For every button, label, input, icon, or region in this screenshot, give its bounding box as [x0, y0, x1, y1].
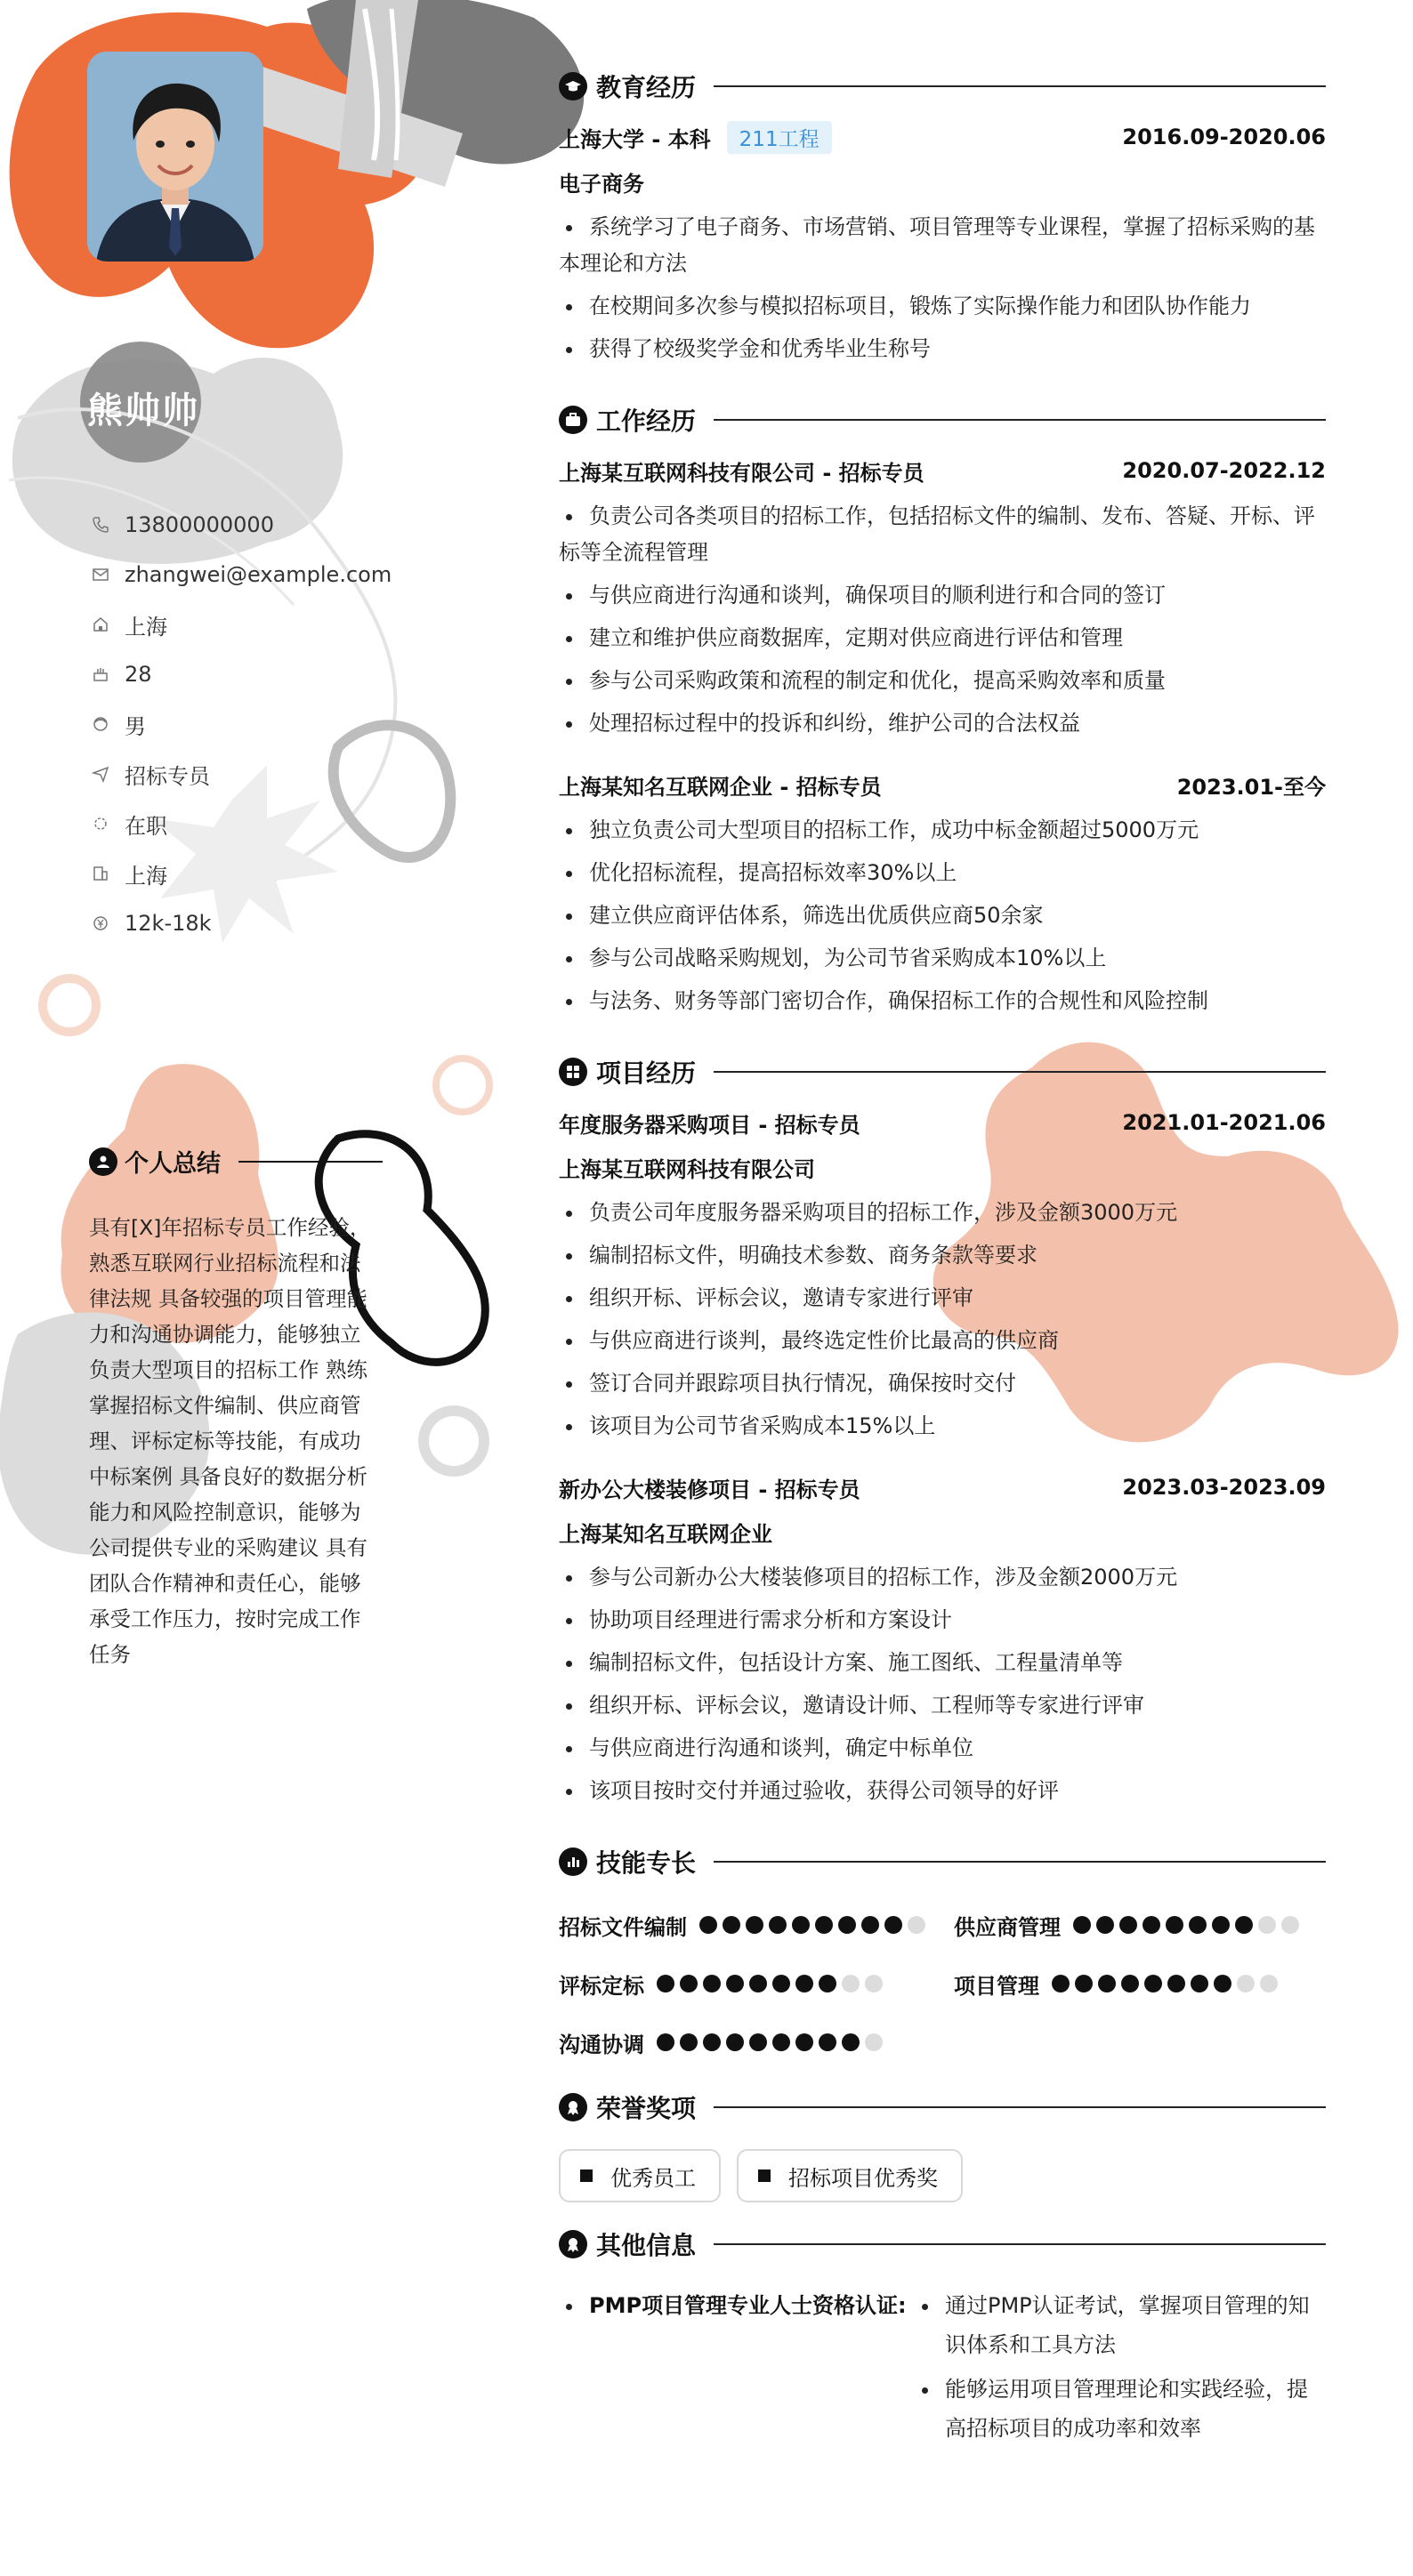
skills-header: [559, 1836, 1326, 1888]
projects-divider: [714, 1071, 1326, 1073]
education-divider: [714, 85, 1326, 87]
skill-item: [954, 1959, 1326, 2008]
skill-item: [559, 1900, 954, 1950]
rating-dot-empty: [1260, 1975, 1278, 1992]
rating-dot-filled: [726, 1975, 744, 1992]
rating-dot-filled: [795, 2033, 813, 2051]
contact-city-value: 上海: [125, 863, 167, 889]
rating-dot-filled: [680, 1975, 698, 1992]
list-item: 获得了校级奖学金和优秀毕业生称号: [559, 328, 1326, 371]
skills-title: 技能专长: [596, 1848, 697, 1878]
award-icon: [559, 2093, 587, 2121]
skill-name: 评标定标: [559, 1973, 644, 1999]
honor-badge: [559, 2149, 721, 2202]
user-icon: [89, 1147, 117, 1176]
education-major: 电子商务: [559, 172, 644, 197]
contact-location: [89, 600, 392, 649]
contact-position-value: 招标专员: [125, 763, 210, 789]
rating-dot-filled: [1075, 1975, 1093, 1992]
list-item: 通过PMP认证考试，掌握项目管理的知识体系和工具方法: [915, 2286, 1320, 2364]
graduation-cap-icon: [559, 72, 587, 101]
summary-divider: [238, 1161, 383, 1163]
honors-list: [559, 2149, 1326, 2202]
rating-dot-filled: [819, 1975, 836, 1992]
building-icon: [89, 862, 112, 885]
list-item: 独立负责公司大型项目的招标工作，成功中标金额超过5000万元: [559, 809, 1326, 852]
project-date: 2023.03-2023.09: [1122, 1475, 1326, 1500]
status-icon: [89, 812, 112, 835]
rating-dot-empty: [1258, 1916, 1276, 1934]
project-bullets: [559, 1192, 1326, 1448]
rating-dot-filled: [1144, 1975, 1162, 1992]
list-item: 该项目为公司节省采购成本15%以上: [559, 1405, 1326, 1448]
rating-dot-filled: [746, 1916, 763, 1934]
rating-dot-filled: [1167, 1975, 1185, 1992]
work-divider: [714, 419, 1326, 421]
education-row: [559, 112, 1326, 162]
summary-text: 具有[X]年招标专员工作经验，熟悉互联网行业招标流程和法律法规 具备较强的项目管理能力和沟通协调能力，能够独立负责大型项目的招标工作 熟练掌握招标文件编制、供应商管理、评标定标等技能，有成功中标案例 具备良好的数据分析能力和风险控制意识，能够为公司提供专业的采购建议 具有团队合作精神和责任心，能够承受工作压力，按时完成工作任务: [89, 1215, 371, 1667]
list-item: 参与公司战略采购规划，为公司节省采购成本10%以上: [559, 938, 1326, 980]
contact-age: [89, 649, 392, 699]
skill-rating: [657, 2033, 883, 2051]
honor-badge: [737, 2149, 963, 2202]
list-item: 签订合同并跟踪项目执行情况，确保按时交付: [559, 1363, 1326, 1405]
project-company: 上海某互联网科技有限公司: [559, 1157, 815, 1182]
list-item: 与法务、财务等部门密切合作，确保招标工作的合规性和风险控制: [559, 980, 1326, 1023]
rating-dot-filled: [723, 1916, 740, 1934]
square-bullet-icon: [580, 2169, 593, 2182]
skill-name: 供应商管理: [954, 1914, 1061, 1940]
education-bullets: [559, 206, 1326, 371]
contact-gender: [89, 699, 392, 749]
rating-dot-empty: [908, 1916, 925, 1934]
rating-dot-filled: [838, 1916, 856, 1934]
other-title: 其他信息: [596, 2231, 697, 2260]
contact-city: [89, 849, 392, 898]
rating-dot-filled: [703, 1975, 721, 1992]
other-key: PMP项目管理专业人士资格认证:: [559, 2286, 915, 2453]
skill-rating: [1073, 1916, 1299, 1934]
rating-dot-filled: [703, 2033, 721, 2051]
list-item: 参与公司新办公大楼装修项目的招标工作，涉及金额2000万元: [559, 1557, 1326, 1599]
left-column: [0, 0, 498, 2576]
rating-dot-filled: [815, 1916, 833, 1934]
rating-dot-filled: [1096, 1916, 1114, 1934]
work-heading: 上海某互联网科技有限公司 - 招标专员: [559, 460, 925, 486]
profile-photo: [87, 52, 263, 262]
cake-icon: [89, 663, 112, 686]
rating-dot-filled: [861, 1916, 879, 1934]
project-row: [559, 1462, 1326, 1512]
list-item: 建立和维护供应商数据库，定期对供应商进行评估和管理: [559, 617, 1326, 660]
rating-dot-filled: [749, 2033, 767, 2051]
work-bullets: [559, 495, 1326, 745]
rating-dot-filled: [1143, 1916, 1160, 1934]
gender-icon: [89, 712, 112, 736]
bar-chart-icon: [559, 1847, 587, 1876]
profile-name: 熊帅帅: [87, 390, 199, 431]
rating-dot-filled: [1073, 1916, 1091, 1934]
list-item: 组织开标、评标会议，邀请专家进行评审: [559, 1277, 1326, 1320]
rating-dot-empty: [865, 2033, 883, 2051]
other-values: [915, 2286, 1320, 2453]
contact-phone-value: 13800000000: [125, 512, 274, 537]
rating-dot-filled: [699, 1916, 717, 1934]
list-item: 协助项目经理进行需求分析和方案设计: [559, 1599, 1326, 1642]
project-row: [559, 1098, 1326, 1147]
contact-phone: [89, 500, 392, 550]
work-date: 2020.07-2022.12: [1122, 458, 1326, 483]
award-icon: [559, 2230, 587, 2258]
list-item: 能够运用项目管理理论和实践经验，提高招标项目的成功率和效率: [915, 2370, 1320, 2448]
right-column: [559, 60, 1326, 2453]
honor-label: 招标项目优秀奖: [788, 2165, 938, 2191]
rating-dot-filled: [1214, 1975, 1231, 1992]
contact-email-value: zhangwei@example.com: [125, 562, 392, 587]
rating-dot-filled: [1119, 1916, 1137, 1934]
skill-item: [954, 1900, 1326, 1950]
rating-dot-filled: [1098, 1975, 1116, 1992]
rating-dot-empty: [842, 1975, 860, 1992]
contact-gender-value: 男: [125, 713, 146, 739]
rating-dot-filled: [1052, 1975, 1070, 1992]
education-header: [559, 60, 1326, 112]
list-item: 建立供应商评估体系，筛选出优质供应商50余家: [559, 895, 1326, 938]
contact-age-value: 28: [125, 662, 152, 687]
other-info: [559, 2286, 1326, 2453]
list-item: 与供应商进行沟通和谈判，确保项目的顺利进行和合同的签订: [559, 575, 1326, 617]
honor-label: 优秀员工: [610, 2165, 696, 2191]
list-item: 负责公司各类项目的招标工作，包括招标文件的编制、发布、答疑、开标、评标等全流程管理: [559, 495, 1326, 575]
project-heading: 新办公大楼装修项目 - 招标专员: [559, 1477, 860, 1502]
education-tag: 211工程: [727, 121, 832, 154]
rating-dot-filled: [726, 2033, 744, 2051]
project-bullets: [559, 1557, 1326, 1813]
work-header: [559, 394, 1326, 446]
skill-name: 沟通协调: [559, 2032, 644, 2057]
list-item: 编制招标文件，包括设计方案、施工图纸、工程量清单等: [559, 1642, 1326, 1685]
work-date: 2023.01-至今: [1176, 774, 1326, 800]
projects-header: [559, 1046, 1326, 1098]
contact-position: [89, 749, 392, 799]
list-item: 组织开标、评标会议，邀请设计师、工程师等专家进行评审: [559, 1685, 1326, 1727]
list-item: 参与公司采购政策和流程的制定和优化，提高采购效率和质量: [559, 660, 1326, 703]
rating-dot-filled: [795, 1975, 813, 1992]
skill-rating: [699, 1916, 925, 1934]
rating-dot-empty: [1281, 1916, 1299, 1934]
rating-dot-filled: [772, 1975, 790, 1992]
rating-dot-filled: [1189, 1916, 1207, 1934]
home-icon: [89, 613, 112, 636]
skill-rating: [657, 1975, 883, 1992]
rating-dot-filled: [1121, 1975, 1139, 1992]
work-row: [559, 446, 1326, 495]
skill-item: [559, 1959, 954, 2008]
work-row: [559, 760, 1326, 809]
list-item: 负责公司年度服务器采购项目的招标工作，涉及金额3000万元: [559, 1192, 1326, 1235]
rating-dot-filled: [657, 2033, 674, 2051]
skills-divider: [714, 1861, 1326, 1863]
rating-dot-empty: [1237, 1975, 1255, 1992]
rating-dot-filled: [749, 1975, 767, 1992]
rating-dot-filled: [769, 1916, 787, 1934]
work-title: 工作经历: [596, 407, 697, 436]
work-bullets: [559, 809, 1326, 1023]
project-company: 上海某知名互联网企业: [559, 1522, 772, 1547]
honors-divider: [714, 2106, 1326, 2108]
rating-dot-filled: [772, 2033, 790, 2051]
rating-dot-filled: [792, 1916, 810, 1934]
rating-dot-filled: [680, 2033, 698, 2051]
other-divider: [714, 2243, 1326, 2245]
list-item: 处理招标过程中的投诉和纠纷，维护公司的合法权益: [559, 703, 1326, 745]
contact-location-value: 上海: [125, 614, 167, 640]
avatar-portrait: [87, 52, 263, 262]
grid-icon: [559, 1058, 587, 1086]
skill-item: [559, 2017, 954, 2067]
contact-email: [89, 550, 392, 600]
square-bullet-icon: [758, 2169, 771, 2182]
education-date: 2016.09-2020.06: [1122, 125, 1326, 149]
summary-title: 个人总结: [125, 1150, 221, 1178]
summary-header: [89, 1144, 383, 1179]
rating-dot-filled: [1191, 1975, 1208, 1992]
rating-dot-filled: [657, 1975, 674, 1992]
work-heading: 上海某知名互联网企业 - 招标专员: [559, 774, 882, 800]
salary-icon: [89, 912, 112, 935]
education-school: 上海大学 - 本科: [559, 126, 711, 152]
honors-title: 荣誉奖项: [596, 2094, 697, 2123]
contact-status: [89, 799, 392, 849]
mail-icon: [89, 563, 112, 586]
honors-header: [559, 2081, 1326, 2133]
skill-name: 项目管理: [954, 1973, 1039, 1999]
list-item: 系统学习了电子商务、市场营销、项目管理等专业课程，掌握了招标采购的基本理论和方法: [559, 206, 1326, 286]
rating-dot-filled: [1235, 1916, 1253, 1934]
rating-dot-filled: [1166, 1916, 1183, 1934]
skill-name: 招标文件编制: [559, 1914, 687, 1940]
project-date: 2021.01-2021.06: [1122, 1110, 1326, 1135]
contact-list: [89, 500, 392, 948]
skill-rating: [1052, 1975, 1278, 1992]
contact-status-value: 在职: [125, 813, 167, 839]
education-title: 教育经历: [596, 73, 697, 102]
rating-dot-filled: [842, 2033, 860, 2051]
contact-salary: [89, 898, 392, 948]
rating-dot-filled: [819, 2033, 836, 2051]
project-heading: 年度服务器采购项目 - 招标专员: [559, 1112, 860, 1138]
list-item: 与供应商进行沟通和谈判，确定中标单位: [559, 1727, 1326, 1770]
rating-dot-filled: [1212, 1916, 1230, 1934]
contact-salary-value: 12k-18k: [125, 911, 212, 936]
list-item: 该项目按时交付并通过验收，获得公司领导的好评: [559, 1770, 1326, 1813]
projects-title: 项目经历: [596, 1059, 697, 1088]
send-icon: [89, 762, 112, 785]
list-item: 编制招标文件，明确技术参数、商务条款等要求: [559, 1235, 1326, 1277]
phone-icon: [89, 513, 112, 536]
briefcase-icon: [559, 406, 587, 434]
other-header: [559, 2218, 1326, 2270]
list-item: 在校期间多次参与模拟招标项目，锻炼了实际操作能力和团队协作能力: [559, 286, 1326, 328]
rating-dot-filled: [884, 1916, 902, 1934]
list-item: 优化招标流程，提高招标效率30%以上: [559, 852, 1326, 895]
list-item: 与供应商进行谈判，最终选定性价比最高的供应商: [559, 1320, 1326, 1363]
skills-grid: [559, 1900, 1326, 2067]
rating-dot-empty: [865, 1975, 883, 1992]
